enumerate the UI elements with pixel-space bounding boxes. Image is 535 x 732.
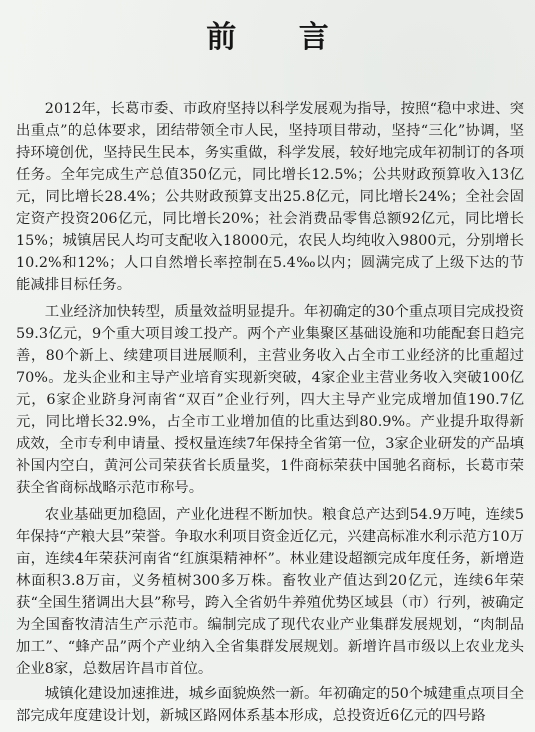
paragraph-industry: 工业经济加快转型，质量效益明显提升。年初确定的30个重点项目完成投资59.3亿元，9个重大项目竣工投产。两个产业集聚区基础设施和功能配套日趋完善，80个新上、续建项目进展顺利，主营业务收入占全市工业经济的比重超过70%。龙头企业和主导产业培育实现新突破，4家企业主营业务收入突破100亿元，6家企业跻身河南省“双百”企业行列，四大主导产业完成增加值190.7亿元，同比增长32.9%，占全市工业增加值的比重达到80.9%。产业提升取得新成效，全市专利申请量、授权量连续7年保持全省第一位，3家企业研发的产品填补国内空白，黄河公司荣获省长质量奖，1件商标荣获中国驰名商标，长葛市荣获全省商标战略示范市称号。: [16, 304, 524, 496]
preface-body: [16, 98, 524, 732]
paragraph-urbanization: 城镇化建设加速推进，城乡面貌焕然一新。年初确定的50个城建重点项目全部完成年度建设计划，新城区路网体系基本形成，总投资近6亿元的四号路: [16, 686, 524, 724]
paragraph-overview: 2012年，长葛市委、市政府坚持以科学发展观为指导，按照“稳中求进、突出重点”的总体要求，团结带领全市人民，坚持项目带动，坚持“三化”协调，坚持环境创优，坚持民生民本，务实重做，科学发展，较好地完成年初制订的各项任务。全年完成生产总值350亿元，同比增长12.5%；公共财政预算收入13亿元，同比增长28.4%；公共财政预算支出25.8亿元，同比增长24%；全社会固定资产投资206亿元，同比增长20%；社会消费品零售总额92亿元，同比增长15%；城镇居民人均可支配收入18000元，农民人均纯收入9800元，分别增长10.2%和12%；人口自然增长率控制在5.4‰以内；圆满完成了上级下达的节能减排目标任务。: [16, 101, 524, 293]
page-title: 前 言: [206, 20, 355, 55]
paragraph-agriculture: 农业基础更加稳固，产业化进程不断加快。粮食总产达到54.9万吨，连续5年保持“产粮大县”荣誉。争取水利项目资金近亿元，兴建高标准水利示范方10万亩，连续4年荣获河南省“红旗渠精神杯”。林业建设超额完成年度任务，新增造林面积3.8万亩，义务植树300多万株。畜牧业产值达到20亿元，连续6年荣获“全国生猪调出大县”称号，跨入全省奶牛养殖优势区域县（市）行列，被确定为全国畜牧清洁生产示范市。编制完成了现代农业产业集群发展规划，“肉制品加工”、“蜂产品”两个产业纳入全省集群发展规划。新增许昌市级以上农业龙头企业8家，总数居许昌市首位。: [16, 507, 524, 677]
